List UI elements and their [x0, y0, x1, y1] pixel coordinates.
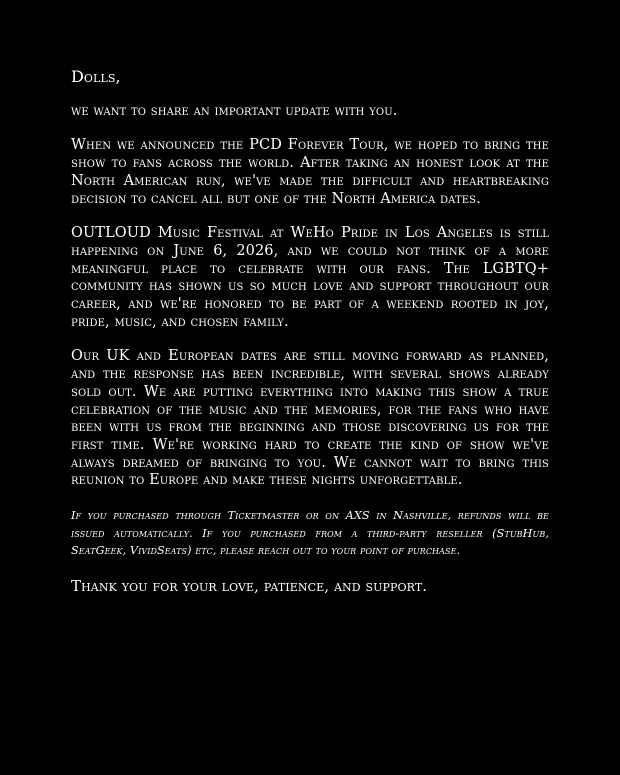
paragraph-outloud-festival: OUTLOUD Music Festival at WeHo Pride in Los Angeles is still happening on June 6, 2026, and we could not think of a more meaningful place to celebrate with our fans. The LGBTQ+ community has shown us so much love and support throughout our career, and we're honored to be part of a weekend rooted in joy, pride, music, and chosen family. — [71, 225, 549, 330]
greeting: Dolls, — [71, 67, 121, 86]
announcement-letter — [71, 68, 549, 596]
paragraph-europe-dates: Our UK and European dates are still moving forward as planned, and the response has been incredible, with several shows already sold out. We are putting everything into making this show a true celebration of the music and the memories, for the fans who have been with us from the beginning and those discovering us for the first time. We're working hard to create the kind of show we've always dreamed of bringing to you. We cannot wait to bring this reunion to Europe and make these nights unforgettable. — [71, 348, 549, 489]
refund-note: If you purchased through Ticketmaster or on AXS in Nashville, refunds will be issued automatically. If you purchased from a third-party reseller (StubHub, SeatGeek, VividSeats) etc, please reach out to your point of purchase. — [71, 509, 549, 558]
closing-line: Thank you for your love, patience, and support. — [71, 576, 428, 595]
intro-line: we want to share an important update with you. — [71, 102, 398, 119]
paragraph-tour-update: When we announced the PCD Forever Tour, we hoped to bring the show to fans across the world. After taking an honest look at the North American run, we've made the difficult and heartbreaking decision to cancel all but one of the North America dates. — [71, 137, 549, 207]
